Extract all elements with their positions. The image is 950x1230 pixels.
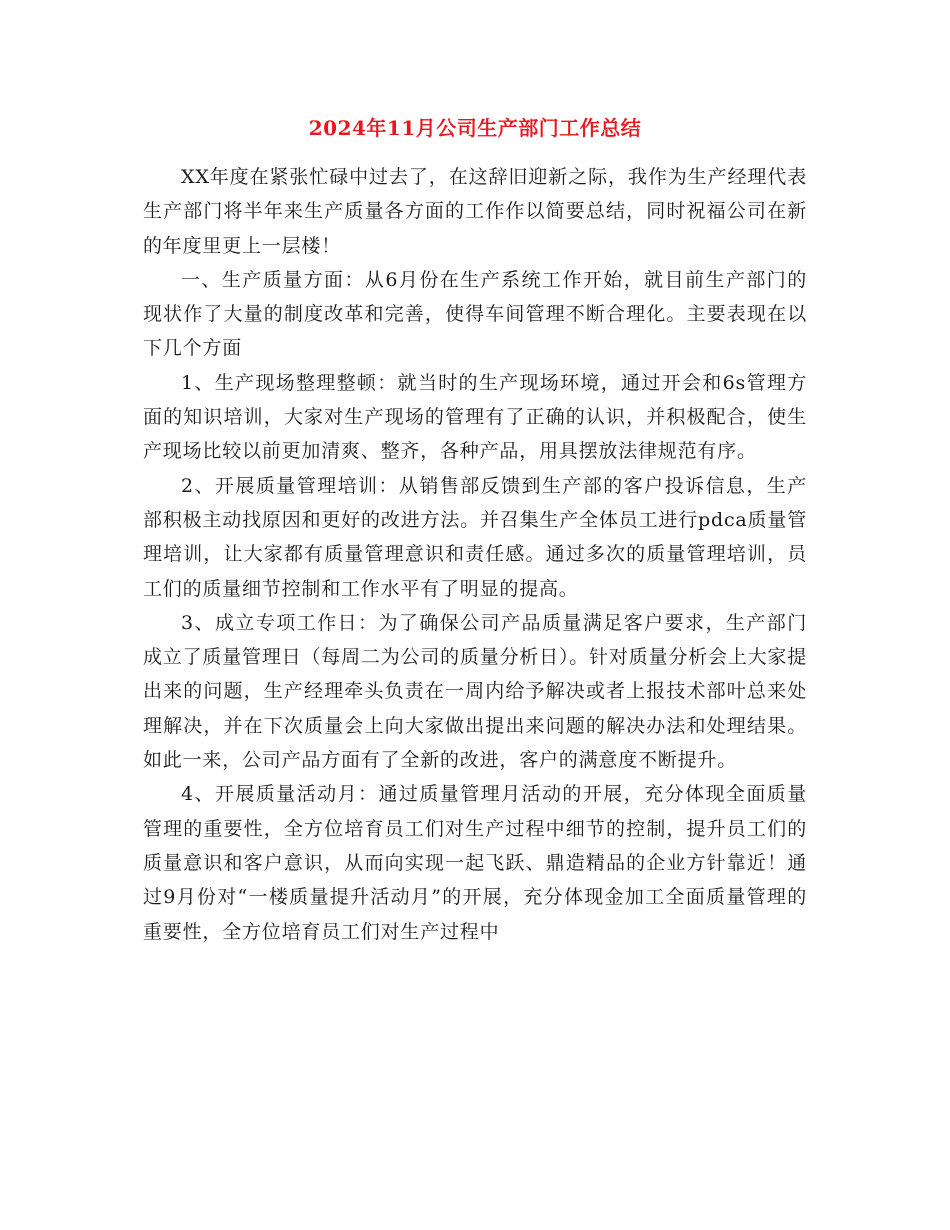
document-title: 2024年11月公司生产部门工作总结: [308, 116, 642, 140]
document-body: [143, 160, 807, 949]
paragraph-intro: XX年度在紧张忙碌中过去了，在这辞旧迎新之际，我作为生产经理代表生产部门将半年来生产质量各方面的工作作以简要总结，同时祝福公司在新的年度里更上一层楼！: [143, 166, 807, 257]
paragraph-item-1: 1、生产现场整理整顿：就当时的生产现场环境，通过开会和6s管理方面的知识培训，大家对生产现场的管理有了正确的认识，并积极配合，使生产现场比较以前更加清爽、整齐，各种产品，用具摆放法律规范有序。: [143, 371, 807, 463]
paragraph-section-1: 一、生产质量方面：从6月份在生产系统工作开始，就目前生产部门的现状作了大量的制度改革和完善，使得车间管理不断合理化。主要表现在以下几个方面: [143, 268, 807, 360]
paragraph-item-3: 3、成立专项工作日：为了确保公司产品质量满足客户要求，生产部门成立了质量管理日（每周二为公司的质量分析日）。针对质量分析会上大家提出来的问题，生产经理牵头负责在一周内给予解决或者上报技术部叶总来处理解决，并在下次质量会上向大家做出提出来问题的解决办法和处理结果。如此一来，公司产品方面有了全新的改进，客户的满意度不断提升。: [143, 611, 807, 772]
paragraph-item-2: 2、开展质量管理培训：从销售部反馈到生产部的客户投诉信息，生产部积极主动找原因和更好的改进方法。并召集生产全体员工进行pdca质量管理培训，让大家都有质量管理意识和责任感。通过多次的质量管理培训，员工们的质量细节控制和工作水平有了明显的提高。: [143, 474, 807, 600]
paragraph-item-4: 4、开展质量活动月：通过质量管理月活动的开展，充分体现全面质量管理的重要性，全方位培育员工们对生产过程中细节的控制，提升员工们的质量意识和客户意识，从而向实现一起飞跃、鼎造精品的企业方针靠近！通过9月份对“一楼质量提升活动月”的开展，充分体现金加工全面质量管理的重要性，全方位培育员工们对生产过程中: [143, 783, 807, 943]
